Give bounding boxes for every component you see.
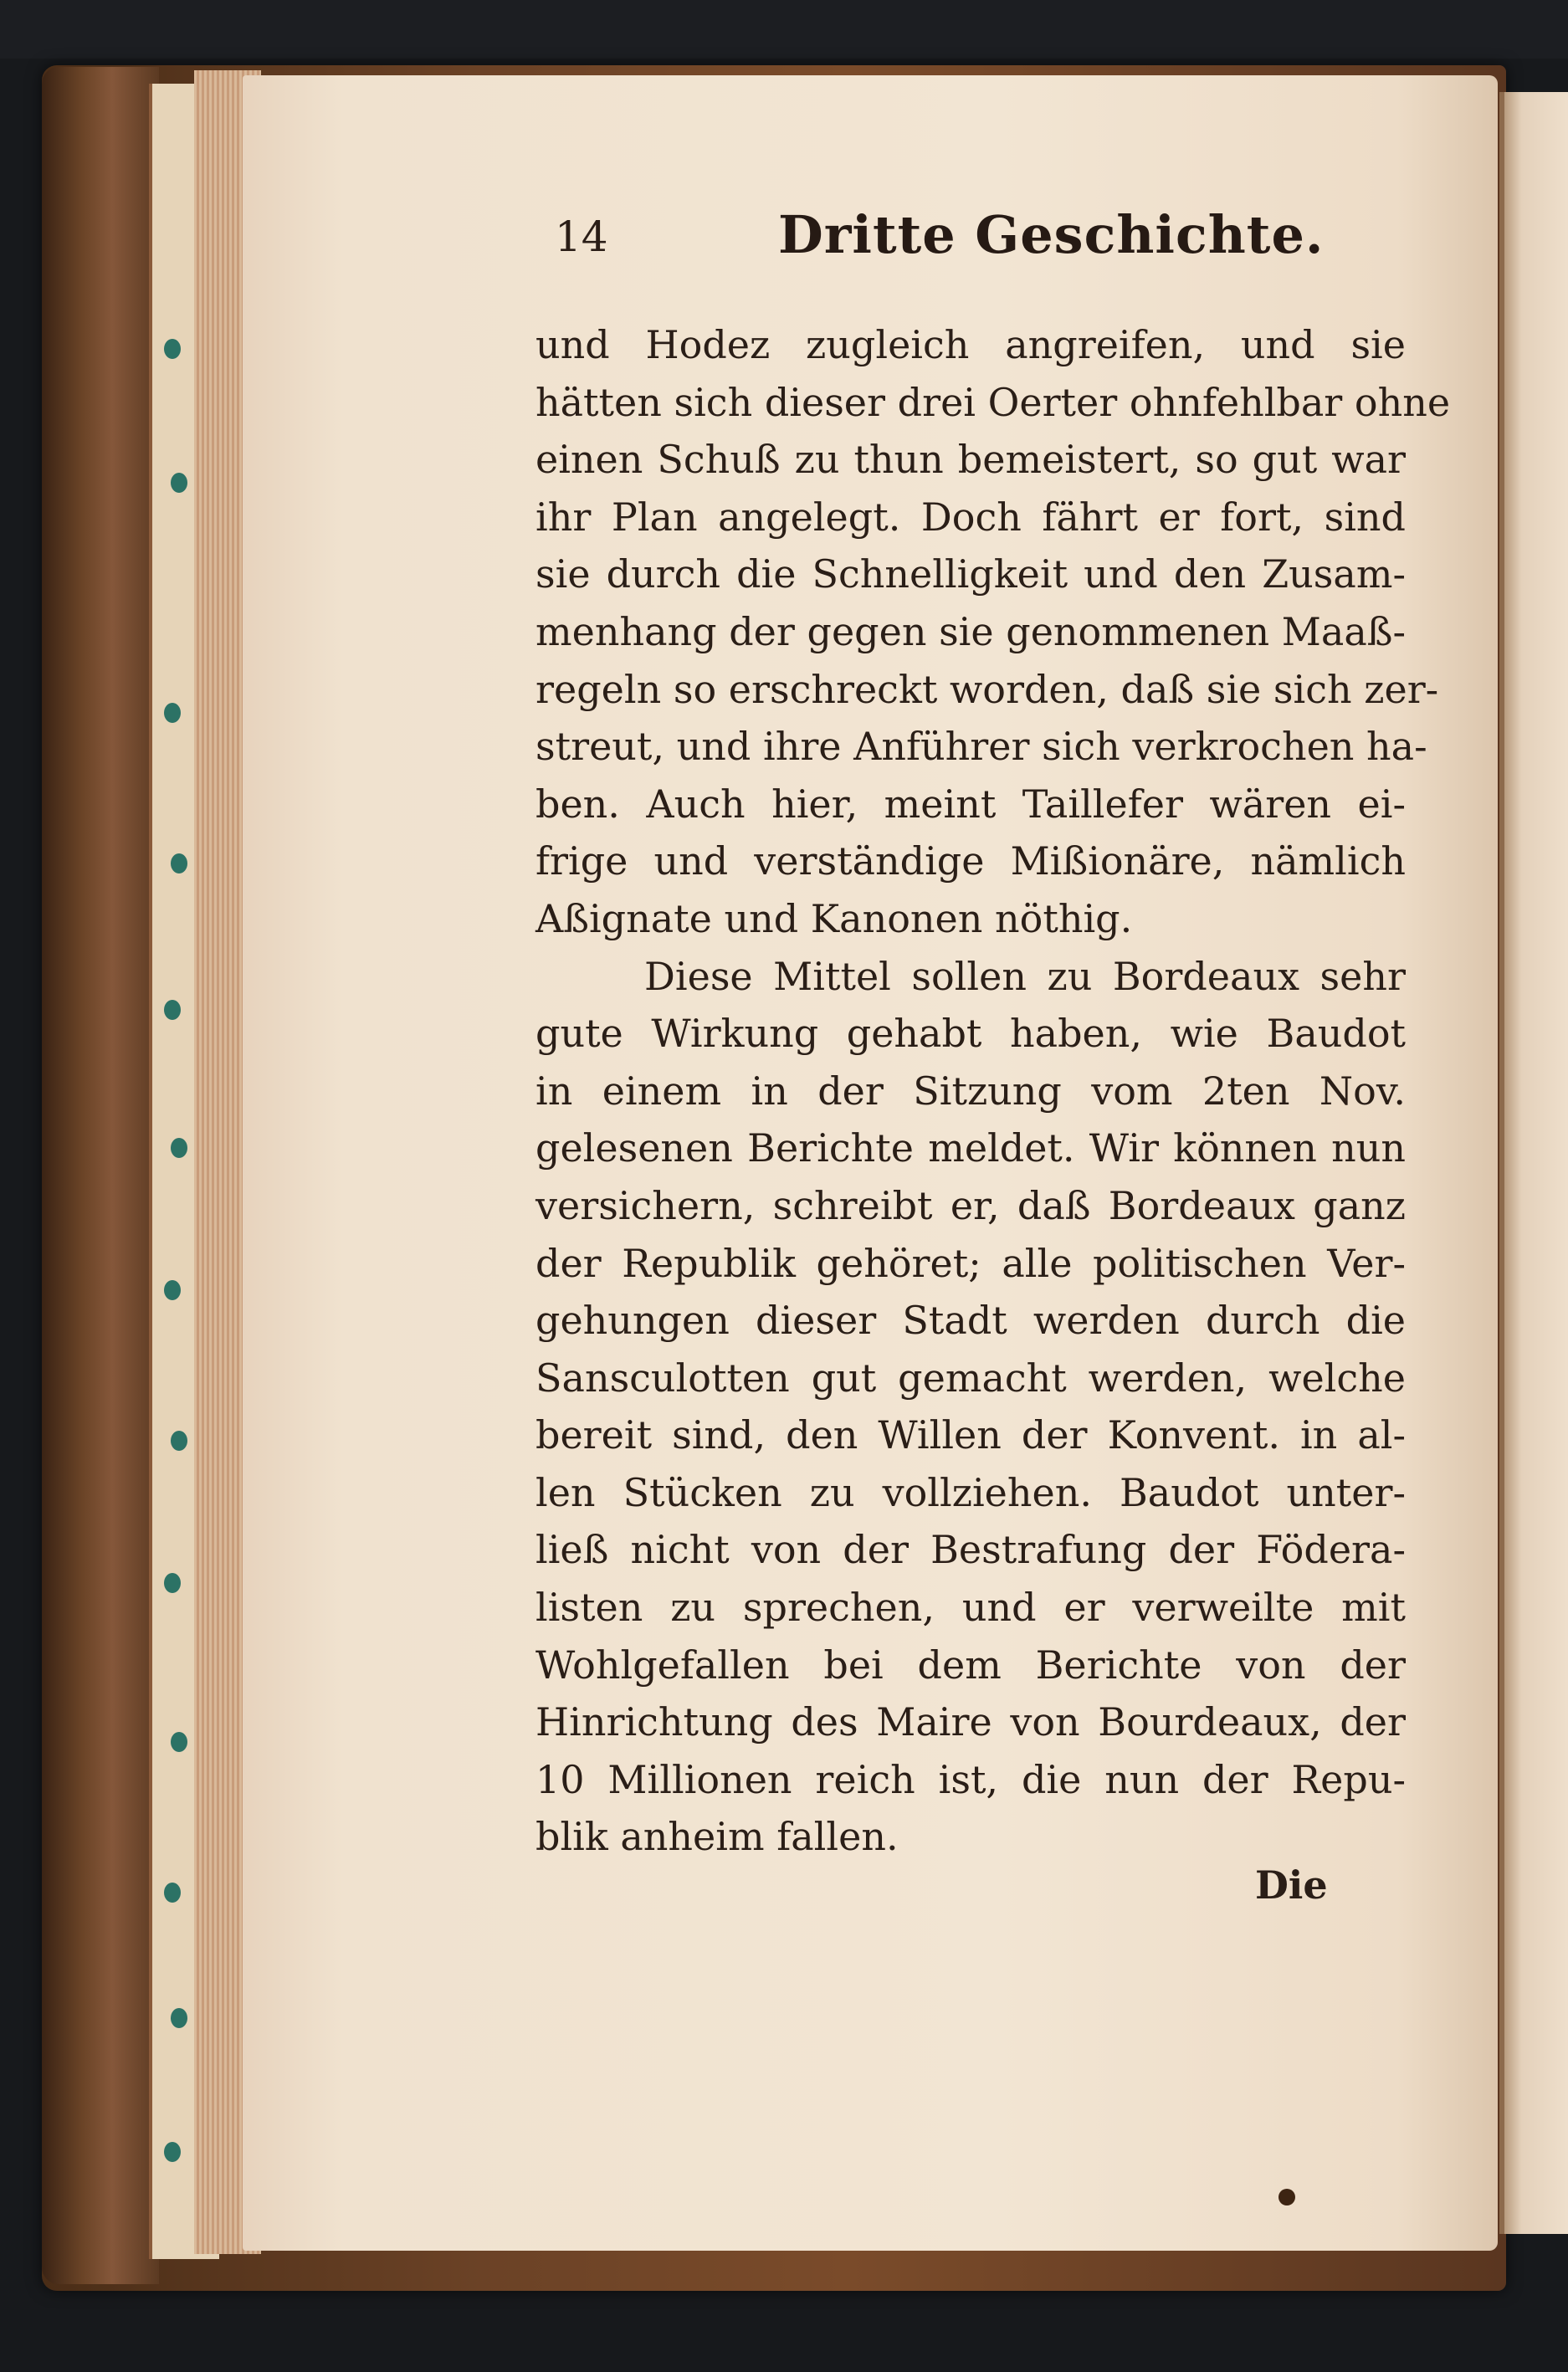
text-line: regeln so erschreckt worden, daß sie sich zer- [535, 666, 1439, 712]
endpaper-dot [164, 1573, 181, 1593]
catchword: Die [1255, 1862, 1328, 1908]
endpaper-dot [164, 1280, 181, 1300]
text-line: streut, und ihre Anführer sich verkrochen ha- [535, 724, 1427, 770]
text-line: Diese Mittel sollen zu Bordeaux sehr [644, 953, 1406, 999]
text-line: Aßignate und Kanonen nöthig. [535, 895, 1133, 941]
page-body-text [535, 316, 1451, 1866]
text-line: len Stücken zu vollziehen. Baudot unter- [535, 1469, 1406, 1515]
running-head: Dritte Geschichte. [778, 204, 1325, 265]
endpaper-dot [171, 473, 187, 493]
facing-page-edge [1499, 92, 1568, 2234]
text-line: frige und verständige Mißionäre, nämlich [535, 838, 1406, 884]
endpaper-dot [171, 853, 187, 873]
text-line: einen Schuß zu thun bemeistert, so gut war [535, 437, 1406, 483]
text-line: und Hodez zugleich angreifen, und sie [535, 322, 1406, 367]
cover-spine [42, 67, 159, 2284]
page-number: 14 [555, 213, 608, 261]
text-line: listen zu sprechen, und er verweilte mit [535, 1585, 1406, 1631]
text-line: gute Wirkung gehabt haben, wie Baudot [535, 1011, 1406, 1057]
text-line: ließ nicht von der Bestrafung der Födera- [535, 1527, 1406, 1573]
text-line: blik anheim fallen. [535, 1814, 899, 1860]
text-line: Hinrichtung des Maire von Bourdeaux, der [535, 1699, 1406, 1745]
text-line: ihr Plan angelegt. Doch fährt er fort, sind [535, 494, 1406, 540]
endpaper-dot [164, 339, 181, 359]
text-line: ben. Auch hier, meint Taillefer wären ei- [535, 781, 1406, 827]
endpaper-dot [164, 1000, 181, 1020]
endpaper-dot [164, 2142, 181, 2162]
text-line: Wohlgefallen bei dem Berichte von der [535, 1642, 1406, 1688]
text-line: der Republik gehöret; alle politischen Ver- [535, 1240, 1406, 1286]
text-line: 10 Millionen reich ist, die nun der Repu- [535, 1756, 1406, 1802]
endpaper-dot [171, 2008, 187, 2028]
text-line: in einem in der Sitzung vom 2ten Nov. [535, 1068, 1406, 1114]
text-line: sie durch die Schnelligkeit und den Zusam- [535, 551, 1406, 597]
endpaper-dot [171, 1431, 187, 1451]
endpaper-dot [164, 1883, 181, 1903]
text-line: hätten sich dieser drei Oerter ohnfehlbar ohne [535, 379, 1451, 425]
text-line: menhang der gegen sie genommenen Maaß- [535, 608, 1407, 654]
endpaper-dot [171, 1138, 187, 1158]
text-line: gehungen dieser Stadt werden durch die [535, 1298, 1406, 1344]
endpaper-dot [171, 1732, 187, 1752]
text-line: versichern, schreibt er, daß Bordeaux ganz [535, 1182, 1406, 1228]
background [0, 0, 1568, 59]
text-line: bereit sind, den Willen der Konvent. in al- [535, 1412, 1406, 1458]
text-line: gelesenen Berichte meldet. Wir können nun [535, 1125, 1406, 1171]
text-line: Sansculotten gut gemacht werden, welche [535, 1355, 1406, 1401]
ink-spot [1278, 2189, 1295, 2205]
endpaper-dot [164, 703, 181, 723]
